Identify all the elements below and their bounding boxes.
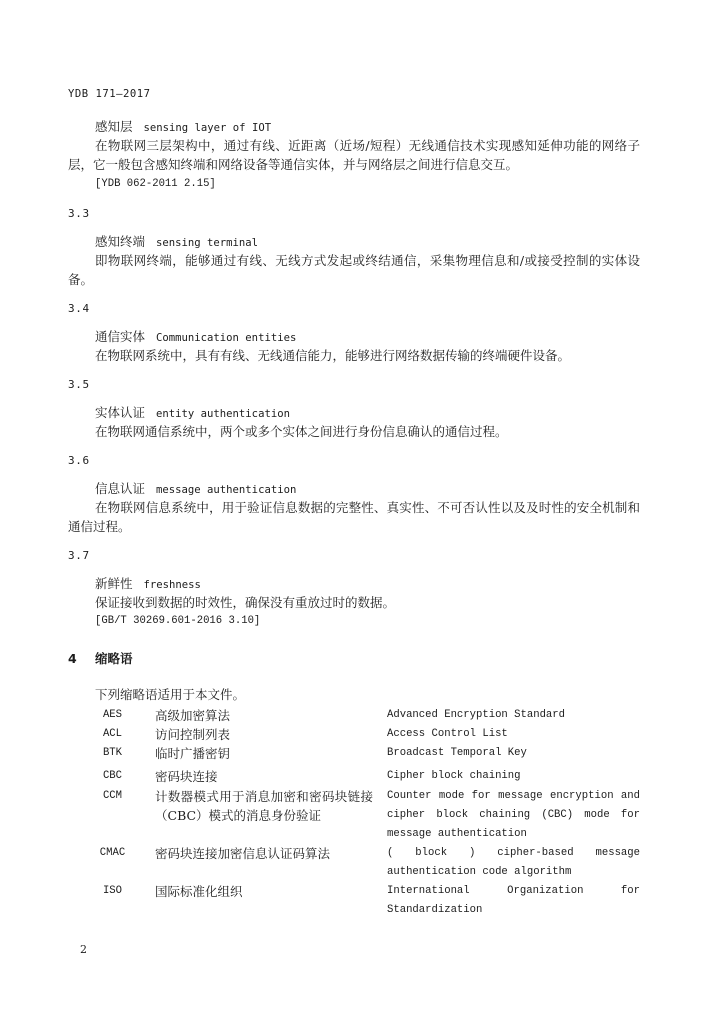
abbreviation-en-cell — [387, 744, 640, 763]
term-title-en: entity authentication — [156, 408, 290, 420]
term-title-en: sensing layer of IOT — [143, 122, 272, 134]
term-definition-line: 即物联网终端，能够通过有线、无线方式发起或终结通信，采集物理信息和/或接受控制的实体设 — [95, 253, 640, 268]
abbreviation-en-line: authentication code algorithm — [387, 865, 572, 878]
abbreviation-row — [68, 725, 640, 744]
standard-code-header: YDB 171—2017 — [68, 88, 151, 100]
term-definition-line: 在物联网通信系统中，两个或多个实体之间进行身份信息确认的通信过程。 — [95, 424, 508, 439]
abbreviation-zh-line: 访问控制列表 — [155, 726, 231, 742]
abbreviation-en-line: Counter mode for message encryption and — [387, 789, 640, 802]
term-title-en: sensing terminal — [156, 237, 259, 249]
abbreviations-section-number: 4 — [68, 650, 77, 666]
term-definition-line: 备。 — [68, 272, 94, 287]
term-title-zh: 信息认证 — [95, 481, 146, 496]
abbreviation-en-cell — [387, 725, 640, 744]
term-title-en: freshness — [143, 579, 201, 591]
abbreviation-en-line: cipher block chaining (CBC) mode for — [387, 808, 640, 821]
term-title — [68, 403, 640, 422]
abbreviation-zh-cell — [155, 844, 373, 863]
term-source: [GB/T 30269.601-2016 3.10] — [95, 615, 261, 627]
abbreviation-en-cell — [387, 706, 640, 725]
abbreviations-intro: 下列缩略语适用于本文件。 — [95, 686, 246, 702]
abbreviation-zh-cell — [155, 787, 373, 825]
term-title-zh: 新鲜性 — [95, 576, 133, 591]
abbreviation-zh-cell — [155, 767, 373, 786]
abbreviation-code: CMAC — [99, 846, 126, 859]
page-content — [68, 85, 640, 920]
term-title-zh: 感知终端 — [95, 234, 146, 249]
abbreviation-zh-line: 密码块连接加密信息认证码算法 — [155, 845, 331, 861]
term-title — [68, 327, 640, 346]
abbreviation-table — [68, 706, 640, 920]
term-definition-line: 通信过程。 — [68, 519, 131, 534]
abbreviation-zh-line: 高级加密算法 — [155, 707, 231, 723]
term-entry — [68, 204, 640, 290]
abbreviation-zh-line: 临时广播密钥 — [155, 745, 231, 761]
abbreviation-code: AES — [102, 708, 123, 721]
abbreviation-code: ACL — [102, 727, 123, 740]
abbreviation-row — [68, 706, 640, 725]
abbreviation-zh-line: （CBC）模式的消息身份验证 — [155, 807, 322, 823]
abbreviation-en-cell — [387, 882, 640, 920]
abbreviation-en-line: Access Control List — [387, 727, 508, 740]
term-definition-line: 在物联网系统中，具有有线、无线通信能力，能够进行网络数据传输的终端硬件设备。 — [95, 348, 571, 363]
term-source: [YDB 062-2011 2.15] — [95, 178, 216, 190]
abbreviation-en-line: ( block ) cipher-based message — [387, 846, 640, 859]
abbreviation-zh-cell — [155, 882, 373, 901]
abbreviation-row — [68, 787, 640, 844]
section-number: 3.7 — [68, 548, 90, 562]
term-title — [68, 479, 640, 498]
abbreviation-en-line: International Organization for — [387, 884, 640, 897]
term-entry — [68, 546, 640, 632]
abbreviation-en-line: Standardization — [387, 903, 483, 916]
abbreviation-en-cell — [387, 767, 640, 786]
abbreviation-row — [68, 844, 640, 882]
term-definition-line: 在物联网信息系统中，用于验证信息数据的完整性、真实性、不可否认性以及及时性的安全机制和 — [95, 500, 640, 515]
abbreviations-section-title: 缩略语 — [95, 650, 133, 666]
term-title-zh: 感知层 — [95, 119, 133, 134]
section-number: 3.4 — [68, 301, 90, 315]
page-number: 2 — [80, 943, 87, 956]
abbreviation-en-cell — [387, 844, 640, 882]
term-title-en: message authentication — [156, 484, 297, 496]
term-entry — [68, 451, 640, 537]
abbreviation-code: CBC — [102, 769, 123, 782]
term-definition-line: 层，它一般包含感知终端和网络设备等通信实体，并与网络层之间进行信息交互。 — [68, 157, 519, 172]
abbreviation-code: CCM — [102, 789, 123, 802]
abbreviation-row — [68, 882, 640, 920]
term-title-zh: 实体认证 — [95, 405, 146, 420]
abbreviation-row — [68, 767, 640, 786]
abbreviation-en-cell — [387, 787, 640, 844]
term-title — [68, 574, 640, 593]
abbreviation-en-line: message authentication — [387, 827, 527, 840]
section-number: 3.6 — [68, 453, 90, 467]
abbreviation-code: ISO — [102, 884, 123, 897]
abbreviation-en-line: Advanced Encryption Standard — [387, 708, 566, 721]
abbreviation-zh-line: 计数器模式用于消息加密和密码块链接 — [155, 788, 373, 804]
abbreviation-zh-cell — [155, 706, 373, 725]
abbreviation-row — [68, 744, 640, 763]
abbreviation-code: BTK — [102, 746, 123, 759]
abbreviation-en-line: Broadcast Temporal Key — [387, 746, 527, 759]
abbreviation-zh-cell — [155, 744, 373, 763]
section-number: 3.5 — [68, 377, 90, 391]
term-title — [68, 232, 640, 251]
abbreviation-zh-cell — [155, 725, 373, 744]
term-title — [68, 117, 640, 136]
abbreviation-en-line: Cipher block chaining — [387, 769, 521, 782]
abbreviation-zh-line: 密码块连接 — [155, 768, 218, 784]
term-entry — [68, 117, 640, 194]
abbreviation-zh-line: 国际标准化组织 — [155, 883, 243, 899]
term-title-en: Communication entities — [156, 332, 297, 344]
term-entry — [68, 299, 640, 366]
term-entry — [68, 375, 640, 442]
abbreviations-heading — [68, 649, 640, 668]
term-title-zh: 通信实体 — [95, 329, 146, 344]
term-definition-line: 在物联网三层架构中，通过有线、近距离（近场/短程）无线通信技术实现感知延伸功能的网络子 — [95, 138, 640, 153]
term-definition-line: 保证接收到数据的时效性，确保没有重放过时的数据。 — [95, 595, 396, 610]
section-number: 3.3 — [68, 206, 90, 220]
